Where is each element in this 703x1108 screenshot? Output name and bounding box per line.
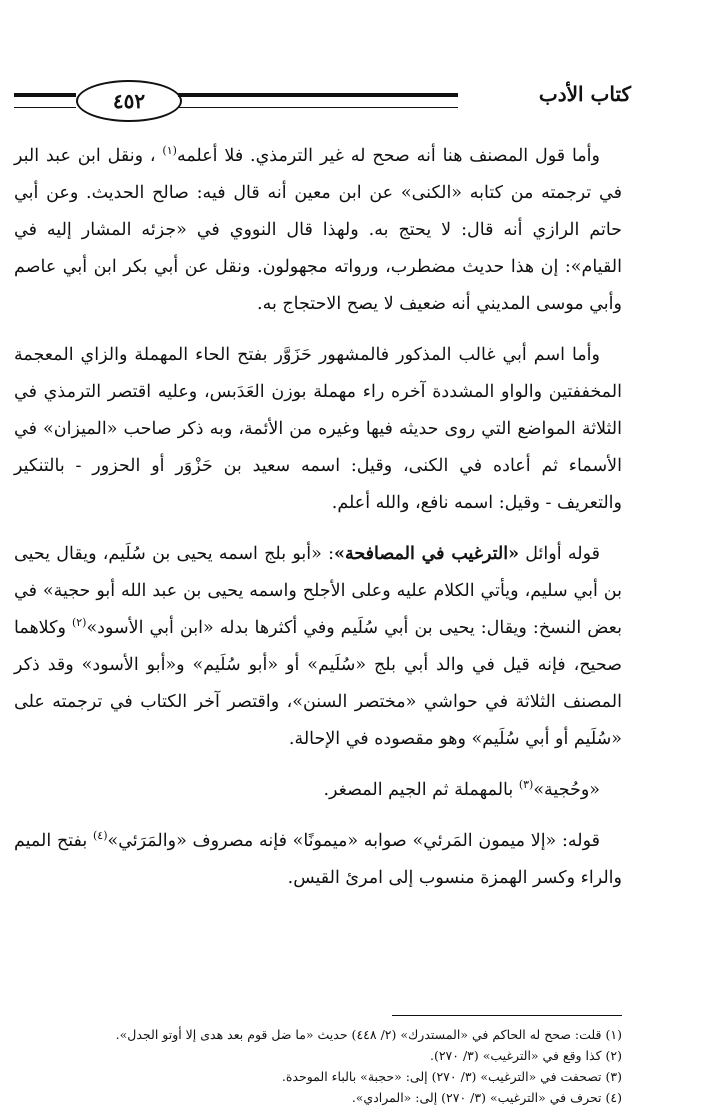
paragraph-4: [14, 772, 622, 809]
page-number: ٤٥٢: [76, 80, 182, 122]
paragraph-5-text-a: قوله: «إلا ميمون المَرئي» صوابه «ميمونًا» فإنه مصروف «والمَرَئي»: [107, 831, 600, 851]
footnote-separator: [392, 1015, 622, 1016]
header-rule-right: [178, 93, 458, 108]
paragraph-4-text-b: بالمهملة ثم الجيم المصغر.: [323, 780, 514, 800]
footnote-4: (٤) تحرف في «الترغيب» (٣/ ٢٧٠) إلى: «المرادي».: [351, 1090, 622, 1105]
paragraph-5-text-b: بفتح الميم والراء وكسر الهمزة منسوب إلى امرئ القيس.: [14, 831, 622, 888]
book-title: كتاب الأدب: [538, 82, 631, 106]
footnote-2: (٢) كذا وقع في «الترغيب» (٣/ ٢٧٠).: [429, 1048, 622, 1063]
page-header: [0, 80, 703, 128]
footnote-1: (١) قلت: صحح له الحاكم في «المستدرك» (٢/ ٤٤٨) حديث «ما ضل قوم بعد هدى إلا أوتو الجدل».: [115, 1027, 622, 1042]
footnote-ref-2[interactable]: (٢): [71, 616, 87, 630]
header-rule-left: [14, 93, 76, 108]
footnote-ref-3[interactable]: (٣): [518, 778, 534, 792]
body-text: [14, 138, 622, 911]
paragraph-3-text-b: : «أبو بلج اسمه يحيى بن سُلَيم، ويقال يحيى بن أبي سليم، ويأتي الكلام عليه وعلى الأجلح واسمه يحيى بن عبد الله أبو حجية» في بعض النسخ: ويقال: يحيى بن أبي سُلَيم وفي أكثرها بدله «ابن أبي الأسود»: [14, 544, 622, 638]
paragraph-3-heading: «الترغيب في المصافحة»: [334, 544, 520, 564]
paragraph-3-text-a: قوله أوائل: [525, 544, 600, 564]
paragraph-3: [14, 536, 622, 758]
paragraph-3-text-c: وكلاهما صحيح، فإنه قيل في والد أبي بلج «سُلَيم» أو «أبو سُلَيم» و«أبو الأسود» وقد ذكر المصنف الثلاثة في حواشي «مختصر السنن»، واقتصر آخر الكتاب في ترجمته على «سُلَيم أو أبي سُلَيم» وهو مقصوده في الإحالة.: [14, 618, 622, 749]
footnote-3: (٣) تصحفت في «الترغيب» (٣/ ٢٧٠) إلى: «حجبة» بالباء الموحدة.: [281, 1069, 622, 1084]
paragraph-1: [14, 138, 622, 323]
paragraph-4-text-a: «وحُجية»: [533, 780, 600, 800]
paragraph-5: [14, 823, 622, 897]
paragraph-2: وأما اسم أبي غالب المذكور فالمشهور حَزَوَّر بفتح الحاء المهملة والزاي المعجمة المخففتين والواو المشددة آخره راء مهملة بوزن العَدَبس، وعليه اقتصر الترمذي في الثلاثة المواضع التي روى حديثه فيها وغيره من الأئمة، وبه ذكر صاحب «الميزان» في الأسماء ثم أعاده في الكنى، وقيل: اسمه سعيد بن حَزْوَر أو الحزور - بالتنكير والتعريف - وقيل: اسمه نافع، والله أعلم.: [14, 345, 622, 513]
footnote-ref-4[interactable]: (٤): [92, 829, 108, 843]
footnotes: [14, 1024, 622, 1108]
paragraph-1-text-a: وأما قول المصنف هنا أنه صحح له غير الترمذي. فلا أعلمه: [176, 146, 600, 166]
paragraph-1-text-b: ، ونقل ابن عبد البر في ترجمته من كتابه «الكنى» عن ابن معين أنه قال فيه: صالح الحديث. وعن أبي حاتم الرازي أنه قال: لا يحتج به. ولهذا قال النووي في «جزئه المشار إليه في القيام»: إن هذا حديث مضطرب، ورواته مجهولون. ونقل عن أبي بكر ابن أبي عاصم وأبي موسى المديني أنه ضعيف لا يصح الاحتجاج به.: [14, 146, 622, 314]
footnote-ref-1[interactable]: (١): [162, 144, 177, 158]
